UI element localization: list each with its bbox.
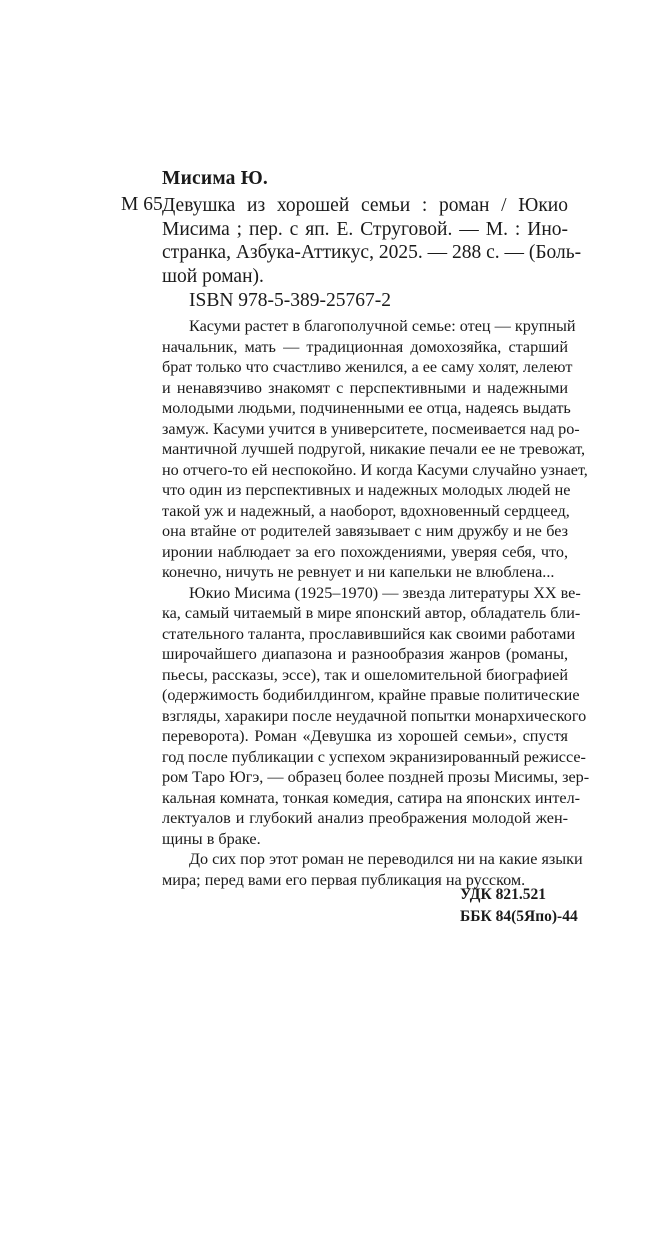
description-line: Девушка из хорошей семьи : роман / Юкио — [162, 195, 568, 216]
annotation-line: конечно, ничуть не ревнует и ни капельки не влюблена... — [162, 563, 555, 581]
annotation-line: ром Таро Югэ, — образец более поздней прозы Мисимы, зер- — [162, 768, 590, 786]
annotation-line: ка, самый читаемый в мире японский автор, обладатель бли- — [162, 604, 581, 622]
annotation-line: но отчего-то ей неспокойно. И когда Касуми случайно узнает, — [162, 460, 588, 479]
annotation — [162, 316, 590, 890]
annotation-line: брат только что счастливо женился, а ее саму холят, лелеют — [162, 358, 573, 376]
annotation-line: замуж. Касуми учится в университете, посмеивается над ро- — [162, 419, 580, 438]
annotation-line: год после публикации с успехом экранизированный режиссе- — [162, 747, 586, 766]
description-line: шой роман). — [162, 265, 264, 287]
udc-code: УДК 821.521 — [460, 886, 546, 903]
annotation-line: переворота). Роман «Девушка из хорошей семьи», спустя — [162, 727, 568, 745]
annotation-line: и ненавязчиво знакомят с перспективными и надежными — [162, 378, 568, 397]
annotation-line: широчайшего диапазона и разнообразия жанров (романы, — [162, 645, 568, 663]
annotation-line: пьесы, рассказы, эссе), так и ошеломительной биографией — [162, 665, 568, 684]
bbk-code: ББК 84(5Япо)-44 — [460, 908, 578, 925]
annotation-line: До сих пор этот роман не переводился ни на какие языки — [189, 850, 583, 868]
description-line: Мисима ; пер. с яп. Е. Струговой. — М. : Ино- — [162, 218, 568, 240]
annotation-line: иронии наблюдает за его похождениями, уверяя себя, что, — [162, 542, 568, 561]
isbn: ISBN 978-5-389-25767-2 — [189, 290, 392, 311]
description-line: странка, Азбука-Аттикус, 2025. — 288 с. — (Боль- — [162, 242, 582, 263]
annotation-line: мира; перед вами его первая публикация на русском. — [162, 870, 526, 889]
annotation-line: взгляды, харакири после неудачной попытки монархического — [162, 706, 587, 725]
annotation-line: (одержимость бодибилдингом, крайне правые политические — [162, 686, 580, 704]
annotation-line: кальная комната, тонкая комедия, сатира на японских интел- — [162, 788, 581, 807]
annotation-line: стательного таланта, прославившийся как своими работами — [162, 624, 576, 643]
annotation-line: Юкио Мисима (1925–1970) — звезда литературы XX ве- — [189, 583, 581, 602]
annotation-line: мантичной лучшей подругой, никакие печали ее не тревожат, — [162, 440, 586, 458]
annotation-line: щины в браке. — [162, 829, 261, 848]
annotation-line: молодыми людьми, подчиненными ее отца, надеясь выдать — [162, 399, 571, 417]
author-heading: Мисима Ю. — [162, 168, 268, 189]
classification-codes — [460, 884, 578, 928]
annotation-line: Касуми растет в благополучной семье: отец — крупный — [189, 317, 576, 335]
annotation-line: что один из перспективных и надежных молодых людей не — [162, 481, 571, 499]
annotation-line: она втайне от родителей завязывает с ним дружбу и не без — [162, 522, 568, 540]
bibliographic-description — [162, 194, 582, 288]
annotation-line: такой уж и надежный, а наоборот, вдохновенный сердцеед, — [162, 501, 570, 520]
annotation-line: лектуалов и глубокий анализ преображения молодой жен- — [162, 809, 568, 827]
shelf-mark: М 65 — [121, 194, 163, 215]
annotation-line: начальник, мать — традиционная домохозяйка, старший — [162, 337, 568, 356]
